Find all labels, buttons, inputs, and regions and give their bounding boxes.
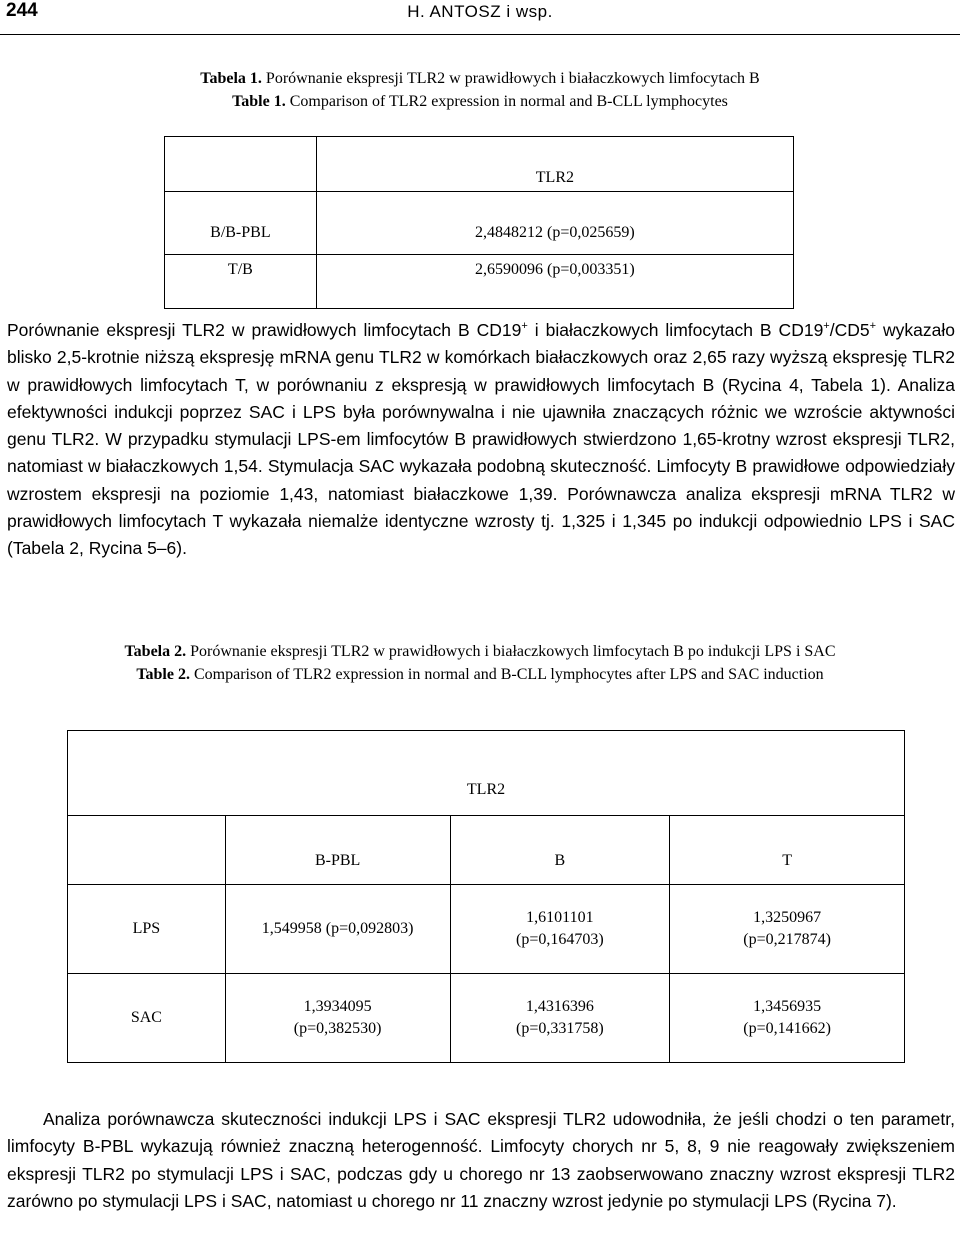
table1 (164, 136, 794, 309)
header-rule (0, 34, 960, 35)
table2-row-label: SAC (68, 974, 226, 1063)
table2-row-label: LPS (68, 885, 226, 974)
table1-caption-pl (0, 68, 960, 90)
para1-text-1: Porównanie ekspresji TLR2 w prawidłowych limfocytach B CD19 (7, 320, 522, 340)
running-head: H. ANTOSZ i wsp. (407, 2, 553, 21)
table2-cell-value: 1,3934095 (303, 998, 372, 1015)
table1-row-label: T/B (165, 255, 317, 309)
table2-caption-pl-label: Tabela 2. (124, 643, 187, 660)
table2-caption-pl-text: Porównanie ekspresji TLR2 w prawidłowych i białaczkowych limfocytach B po indukcji LPS i SAC (186, 643, 836, 660)
para1-text-2: i białaczkowych limfocytach B CD19 (527, 320, 824, 340)
table1-corner-cell (165, 137, 317, 192)
table2-cell-value: 1,6101101 (526, 909, 594, 926)
table2-corner-cell (68, 816, 226, 885)
table1-row-value: 2,6590096 (p=0,003351) (316, 255, 793, 309)
table2-column-header: B-PBL (225, 816, 450, 885)
table1-row-value: 2,4848212 (p=0,025659) (316, 192, 793, 255)
para1-text-3: /CD5 (829, 320, 870, 340)
table2-cell-p: (p=0,331758) (516, 1020, 604, 1037)
table1-column-header: TLR2 (316, 137, 793, 192)
table1-caption-pl-label: Tabela 1. (200, 70, 262, 87)
table-row (165, 255, 794, 309)
para1-text-4: wykazało blisko 2,5-krotnie niższą ekspresję mRNA genu TLR2 w komórkach białaczkowych oraz 2,65 razy wyższą ekspresję TLR2 w prawidłowych limfocytach T, w porównaniu z ekspresją w prawidłowych limfocytach B (Rycina 4, Tabela 1). Analiza efektywności indukcji poprzez SAC i LPS była porównywalna i nie ujawniła znaczących różnic we wzroście aktywności genu TLR2. W przypadku stymulacji LPS-em limfocytów B prawidłowych stwierdzono 1,65-krotny wzrost ekspresji TLR2, natomiast w białaczkowych 1,54. Stymulacja SAC wykazała podobną skuteczność. Limfocyty B prawidłowe odpowiedziały wzrostem ekspresji na poziomie 1,43, natomiast białaczkowe 1,39. Porównawcza analiza ekspresji mRNA TLR2 w prawidłowych limfocytach T wykazała niemalże identyczne wzrosty tj. 1,325 i 1,345 po indukcji odpowiednio LPS i SAC (Tabela 2, Rycina 5–6). (7, 320, 955, 559)
table1-caption-en (0, 91, 960, 113)
table2-caption-en-label: Table 2. (136, 666, 190, 683)
table2-cell-p: (p=0,217874) (743, 931, 831, 948)
page-number: 244 (6, 0, 38, 21)
page-header (0, 0, 960, 36)
table2-header-row (68, 731, 905, 816)
table2-cell (450, 974, 670, 1063)
table2-cell-value: 1,3250967 (753, 909, 822, 926)
body-paragraph-2: Analiza porównawcza skuteczności indukcji LPS i SAC ekspresji TLR2 udowodniła, że jeśli chodzi o ten parametr, limfocyty B-PBL wykazują również znaczną heterogenność. Limfocyty chorych nr 5, 8, 9 nie reagowały zwiększeniem ekspresji TLR2 po stymulacji LPS i SAC, podczas gdy u chorego nr 13 zaobserwowano znaczny wzrost ekspresji TLR2 zarówno po stymulacji LPS i SAC, natomiast u chorego nr 11 znaczny wzrost jedynie po stymulacji LPS (Rycina 7). (7, 1109, 955, 1211)
table1-header-row (165, 137, 794, 192)
body-paragraph-1 (7, 317, 955, 563)
table2-cell-value: 1,549958 (p=0,092803) (261, 920, 414, 937)
para1-sup-2: + (823, 320, 830, 333)
table2-caption-en (0, 664, 960, 686)
table2-cell (225, 885, 450, 974)
table2-cell-value: 1,4316396 (525, 998, 594, 1015)
table2-cell-p: (p=0,141662) (743, 1020, 831, 1037)
table-row (165, 192, 794, 255)
table2-cell-p: (p=0,382530) (293, 1020, 382, 1037)
table2-cell-p: (p=0,164703) (516, 931, 604, 948)
table2-column-headers (68, 816, 905, 885)
table2-caption-en-text: Comparison of TLR2 expression in normal and B-CLL lymphocytes after LPS and SAC induction (189, 666, 824, 683)
table2-cell (670, 885, 905, 974)
table2-cell (225, 974, 450, 1063)
table2-caption-pl (0, 641, 960, 663)
table1-caption-en-label: Table 1. (232, 93, 286, 110)
table2 (67, 730, 905, 1063)
table-row (68, 885, 905, 974)
para1-sup-1: + (521, 320, 528, 333)
table2-column-header: T (670, 816, 905, 885)
table2-cell-value: 1,3456935 (753, 998, 822, 1015)
table2-cell (450, 885, 670, 974)
table2-header: TLR2 (68, 731, 905, 816)
table-row (68, 974, 905, 1063)
para1-sup-3: + (869, 320, 877, 333)
table1-row-label: B/B-PBL (165, 192, 317, 255)
table2-column-header: B (450, 816, 670, 885)
table1-caption-en-text: Comparison of TLR2 expression in normal and B-CLL lymphocytes (285, 93, 728, 110)
table1-caption-pl-text: Porównanie ekspresji TLR2 w prawidłowych i białaczkowych limfocytach B (261, 70, 760, 87)
table2-cell (670, 974, 905, 1063)
